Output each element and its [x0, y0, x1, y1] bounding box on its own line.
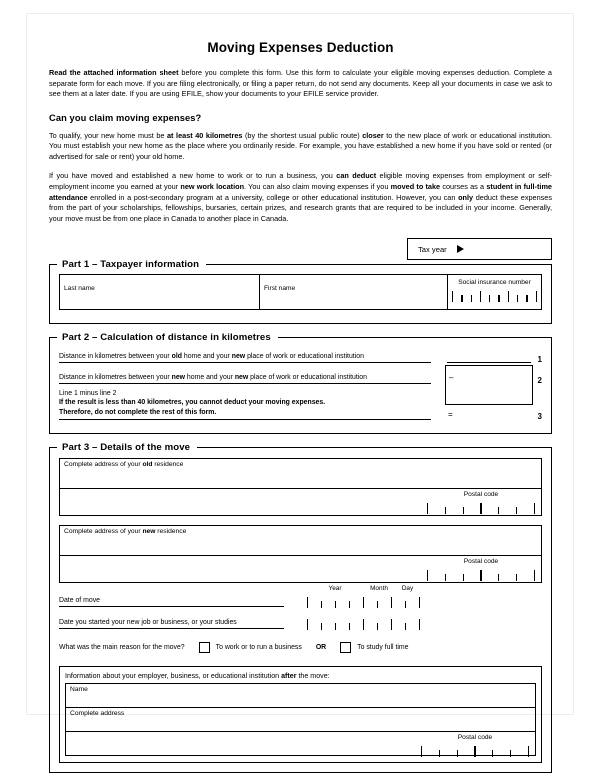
tax-year-row — [49, 238, 552, 260]
bold-new-work-location: new work location — [180, 182, 245, 192]
tick — [419, 619, 420, 630]
page-title: Moving Expenses Deduction — [207, 40, 394, 55]
tick — [534, 570, 535, 581]
tick — [508, 291, 509, 302]
first-name-label: First name — [264, 285, 296, 293]
tick — [480, 570, 481, 581]
employer-postal-code-label: Postal code — [457, 733, 493, 741]
tick — [452, 291, 453, 302]
distance-line-1-text: Distance in kilometres between your old home and your new place of work or educational institution — [59, 353, 431, 363]
tick — [528, 746, 529, 757]
bold-old: old — [171, 353, 182, 361]
bold-moved-to-take: moved to take — [390, 182, 441, 192]
tick — [363, 619, 364, 630]
tick — [534, 503, 535, 514]
employer-postal-code-field[interactable] — [421, 734, 529, 757]
part2-body — [50, 343, 551, 432]
line-number-2: 2 — [537, 376, 542, 386]
tax-year-field[interactable] — [407, 238, 552, 260]
tick — [391, 619, 392, 630]
reason-option-work-label: To work or to run a business — [215, 643, 302, 651]
sin-field[interactable] — [448, 275, 541, 309]
tick — [536, 291, 537, 302]
bold-40km: at least 40 kilometres — [167, 130, 243, 140]
tick — [510, 750, 511, 757]
part2-legend: Part 2 – Calculation of distance in kilometres — [62, 332, 271, 344]
reason-row — [59, 642, 542, 653]
line-3-text-a: Line 1 minus line 2 — [59, 390, 117, 398]
month-label: Month — [370, 584, 388, 592]
employer-address-field[interactable] — [65, 707, 536, 731]
tick — [474, 746, 475, 757]
tick — [421, 746, 422, 757]
date-started-row — [59, 619, 542, 629]
tick — [427, 503, 428, 514]
tick — [463, 574, 464, 581]
distance-line-1 — [59, 353, 542, 363]
date-started-tick-strip — [307, 619, 420, 630]
line-number-3: 3 — [537, 411, 542, 421]
new-address-label-prefix: Complete address of your new residence — [64, 527, 187, 535]
tick — [492, 750, 493, 757]
employer-name-field[interactable] — [65, 683, 536, 707]
tick — [526, 295, 527, 302]
old-postal-tick-strip — [427, 503, 535, 514]
date-of-move-label: Date of move — [59, 597, 284, 607]
employer-address-label: Complete address — [70, 709, 125, 717]
employer-info-title: Information about your employer, business, or educational institution after the move: — [65, 671, 330, 680]
old-address-label-prefix: Complete address of your old residence — [64, 460, 184, 468]
checkbox-study[interactable] — [340, 642, 351, 653]
tick — [445, 574, 446, 581]
tick — [363, 597, 364, 608]
bold-closer: closer — [362, 130, 384, 140]
tick — [498, 295, 499, 302]
tick — [335, 623, 336, 630]
bold-new-3: new — [234, 374, 249, 382]
tick — [321, 601, 322, 608]
tick — [419, 597, 420, 608]
distance-line-2-text: Distance in kilometres between your new home and your new place of work or educational institution — [59, 374, 431, 384]
old-postal-row[interactable] — [60, 489, 541, 515]
tick — [377, 601, 378, 608]
new-address-field[interactable] — [60, 526, 541, 556]
line-3-text-b: If the result is less than 40 kilometres, you cannot deduct your moving expenses. — [59, 399, 326, 407]
tick — [307, 597, 308, 608]
equals-sign: = — [448, 409, 453, 419]
distance-line-3-text — [59, 389, 431, 419]
line-number-1: 1 — [537, 355, 542, 365]
tick — [349, 601, 350, 608]
bold-only: only — [458, 192, 474, 202]
bold-new-2: new — [171, 374, 186, 382]
bold-student-fulltime: student in full-time attendance — [49, 182, 552, 202]
tick — [480, 291, 481, 302]
last-name-label: Last name — [64, 285, 95, 293]
minus-sign: – — [449, 373, 454, 383]
first-name-field[interactable] — [260, 275, 448, 309]
date-of-move-field[interactable] — [307, 585, 420, 608]
date-started-label: Date you started your new job or business, or your studies — [59, 619, 284, 629]
bold-new-res: new — [142, 527, 156, 535]
date-of-move-tick-strip — [307, 597, 420, 608]
tick — [445, 507, 446, 514]
tick — [498, 507, 499, 514]
bold-after: after — [281, 671, 297, 680]
tick — [516, 574, 517, 581]
tick — [321, 623, 322, 630]
tick — [307, 619, 308, 630]
employer-name-label: Name — [70, 685, 88, 693]
tick — [439, 750, 440, 757]
tick — [489, 295, 490, 302]
old-address-field[interactable] — [60, 459, 541, 489]
bold-old-res: old — [142, 460, 153, 468]
intro-lead-bold: Read the attached information sheet — [49, 68, 179, 77]
tick — [377, 623, 378, 630]
last-name-field[interactable] — [60, 275, 260, 309]
intro-rest: before you complete this form. Use this form to calculate your eligible moving expenses deduction. Complete a separate form for each move. If you are filing electronically, or filing a paper return, do not send any documents. Keep all your documents in case we ask to see them at a later date. If you are using EFILE, show your documents to your EFILE service provider. — [49, 68, 552, 99]
tax-year-label: Tax year — [418, 244, 447, 254]
deduct-paragraph: If you have moved and established a new home to work or to run a business, you can deduct eligible moving expenses from employment or self-employment income you earned at your new work location. You can also claim moving expenses if you moved to take courses as a student in full-time attendance enrolled in a post-secondary program at a university, college or other educational institution. However, you can only deduct these expenses from the part of your scholarships, fellowships, bursaries, certain prizes, and research grants that are required to be included in your income. Generally, your move must be from one place in Canada to another place in Canada. — [49, 171, 553, 223]
section-heading: Can you claim moving expenses? — [49, 112, 202, 123]
year-label: Year — [328, 584, 342, 592]
part1-legend: Part 1 – Taxpayer information — [62, 259, 200, 271]
date-started-field[interactable] — [307, 614, 420, 630]
tick — [349, 623, 350, 630]
tick — [463, 507, 464, 514]
new-postal-row[interactable] — [60, 556, 541, 582]
tick — [391, 597, 392, 608]
tick — [480, 503, 481, 514]
sin-label: Social insurance number — [458, 279, 531, 287]
part1-section — [49, 259, 552, 324]
distance-line-3 — [59, 389, 542, 419]
tick — [427, 570, 428, 581]
tick — [335, 601, 336, 608]
distance-line-1-input[interactable] — [447, 361, 531, 363]
tick — [517, 295, 518, 302]
part2-section — [49, 332, 552, 433]
form-content — [49, 40, 552, 773]
qualify-paragraph: To qualify, your new home must be at least 40 kilometres (by the shortest usual public route) closer to the new place of work or educational institution. You must establish your new home as the place where you ordinarily reside. For example, you have established a new home if you have sold or rented (or advertised for sale or rent) your old home. — [49, 130, 552, 161]
new-residence-block — [59, 525, 542, 583]
day-label: Day — [401, 584, 414, 592]
tick — [516, 507, 517, 514]
triangle-pointer-icon — [457, 245, 464, 253]
reason-question: What was the main reason for the move? — [59, 643, 185, 651]
employer-info-block — [59, 666, 542, 763]
intro-paragraph — [49, 68, 552, 100]
sin-tick-strip — [448, 291, 541, 302]
old-postal-code-field[interactable] — [427, 491, 535, 514]
reason-option-study-label: To study full time — [357, 643, 409, 651]
tick — [405, 601, 406, 608]
reason-or-text: OR — [315, 643, 327, 651]
new-postal-tick-strip — [427, 570, 535, 581]
old-residence-block — [59, 458, 542, 516]
tick — [405, 623, 406, 630]
part3-body — [50, 453, 551, 772]
tick — [461, 295, 462, 302]
date-of-move-row — [59, 584, 542, 607]
bold-can-deduct: can deduct — [336, 171, 377, 181]
checkbox-work[interactable] — [199, 642, 210, 653]
old-postal-code-label: Postal code — [463, 490, 499, 498]
taxpayer-info-row — [59, 274, 542, 310]
ymd-headers — [307, 585, 420, 592]
employer-postal-row[interactable] — [65, 731, 536, 756]
employer-postal-tick-strip — [421, 746, 529, 757]
tick — [457, 750, 458, 757]
distance-line-3-input[interactable] — [445, 365, 533, 405]
bold-new-1: new — [231, 353, 246, 361]
part3-legend: Part 3 – Details of the move — [62, 441, 191, 453]
line-3-text-c: Therefore, do not complete the rest of this form. — [59, 408, 217, 416]
part1-body — [50, 270, 551, 323]
part3-section — [49, 442, 552, 773]
new-postal-code-label: Postal code — [463, 557, 499, 565]
new-postal-code-field[interactable] — [427, 558, 535, 581]
form-page — [27, 14, 573, 741]
tick — [471, 295, 472, 302]
tick — [498, 574, 499, 581]
